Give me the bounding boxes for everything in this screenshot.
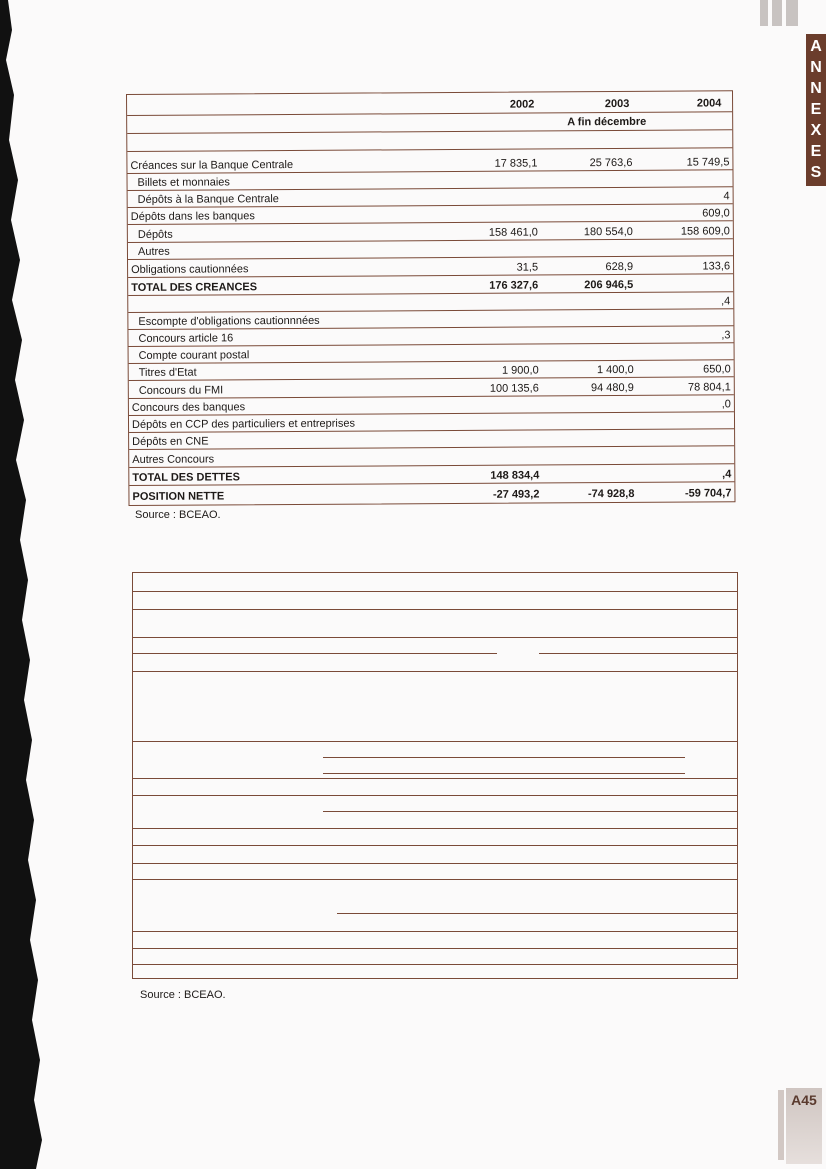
cell-2003: 25 763,6 <box>589 156 633 170</box>
cell-2004: 158 609,0 <box>680 225 730 238</box>
cell-2002: 31,5 <box>516 261 539 274</box>
table1-source: Source : BCEAO. <box>135 509 221 521</box>
row-label: Autres <box>137 245 170 258</box>
cell-2004: ,4 <box>721 295 731 308</box>
year-header: 2004 <box>696 97 722 110</box>
row-label: Dépôts à la Banque Centrale <box>137 193 279 206</box>
table-line <box>133 931 737 932</box>
side-tab-letter: E <box>810 143 822 161</box>
row-label: Concours du FMI <box>138 384 224 397</box>
cell-2003: -74 928,8 <box>587 487 635 501</box>
row-label: Dépôts <box>137 228 173 241</box>
cell-2004: ,0 <box>721 398 731 411</box>
table-line <box>133 778 737 779</box>
cell-2002: 158 461,0 <box>488 226 538 239</box>
cell-2004: 78 804,1 <box>687 381 731 394</box>
row-label: Compte courant postal <box>138 349 250 362</box>
row-label: Concours article 16 <box>138 332 234 345</box>
table-line <box>133 828 737 829</box>
side-tab-letter: X <box>810 122 822 140</box>
table-line <box>133 879 737 880</box>
row-label: Concours des banques <box>131 401 246 414</box>
row-label: Escompte d'obligations cautionnnées <box>138 314 320 328</box>
row-label: Billets et monnaies <box>137 176 230 189</box>
cell-2004: 609,0 <box>702 207 730 220</box>
table-line <box>323 811 737 812</box>
top-decor-bars <box>760 0 804 26</box>
year-header: 2003 <box>604 97 630 111</box>
cell-2002: 17 835,1 <box>494 157 538 170</box>
row-label: TOTAL DES CREANCES <box>131 281 258 294</box>
table2-source: Source : BCEAO. <box>140 989 226 1001</box>
page-number: A45 <box>786 1088 822 1164</box>
cell-2002: 176 327,6 <box>489 279 539 292</box>
page-number-decor <box>778 1090 784 1160</box>
cell-2004: 133,6 <box>702 260 731 273</box>
table-line <box>337 913 737 914</box>
row-label: Titres d'Etat <box>138 366 197 379</box>
table-line <box>133 741 737 742</box>
cell-2004: 15 749,5 <box>686 156 730 169</box>
cell-2004: -59 704,7 <box>684 487 732 500</box>
table-line <box>133 964 737 965</box>
side-tab-letter: A <box>810 37 822 55</box>
cell-2004: ,4 <box>722 468 732 481</box>
cell-2003: 180 554,0 <box>583 225 633 239</box>
table-line <box>323 773 685 774</box>
cell-2002: 100 135,6 <box>489 382 539 395</box>
cell-2002: 1 900,0 <box>501 364 539 377</box>
row-label: POSITION NETTE <box>132 490 225 503</box>
table-line <box>133 671 737 672</box>
table-line <box>133 591 737 592</box>
table-line <box>133 653 497 654</box>
row-label: Créances sur la Banque Centrale <box>130 158 294 172</box>
row-label: Dépôts dans les banques <box>130 210 255 223</box>
table-line <box>133 948 737 949</box>
annexes-side-tab <box>806 34 826 186</box>
period-subheader: A fin décembre <box>567 115 647 129</box>
side-tab-letter: S <box>810 164 822 182</box>
row-label: Autres Concours <box>132 453 215 466</box>
faded-table <box>132 572 738 979</box>
side-tab-letter: N <box>810 58 822 76</box>
cell-2004: ,3 <box>721 329 731 342</box>
row-label: Obligations cautionnées <box>131 263 249 276</box>
side-tab-letter: N <box>810 79 822 97</box>
table-line <box>539 653 737 654</box>
cell-2004: 650,0 <box>703 363 731 376</box>
table-line <box>133 795 737 796</box>
row-label: Dépôts en CNE <box>132 435 209 448</box>
cell-2002: 148 834,4 <box>490 469 540 482</box>
cell-2002: -27 493,2 <box>492 488 540 501</box>
table-net-position-row <box>129 481 734 504</box>
cell-2003: 94 480,9 <box>590 381 634 395</box>
table-line <box>133 845 737 846</box>
table-line <box>133 609 737 610</box>
table-line <box>133 637 737 638</box>
cell-2003: 628,9 <box>605 260 634 274</box>
cell-2003: 1 400,0 <box>596 363 634 377</box>
cell-2003: 206 946,5 <box>584 278 634 292</box>
table-line <box>133 863 737 864</box>
cell-2004: 4 <box>723 190 730 203</box>
row-label: Dépôts en CCP des particuliers et entreprises <box>131 417 356 431</box>
side-tab-letter: E <box>810 100 822 118</box>
claims-debts-table <box>126 90 736 506</box>
row-label: TOTAL DES DETTES <box>132 471 240 484</box>
torn-paper-edge <box>0 0 60 1169</box>
year-header: 2002 <box>509 98 535 111</box>
table-line <box>323 757 685 758</box>
